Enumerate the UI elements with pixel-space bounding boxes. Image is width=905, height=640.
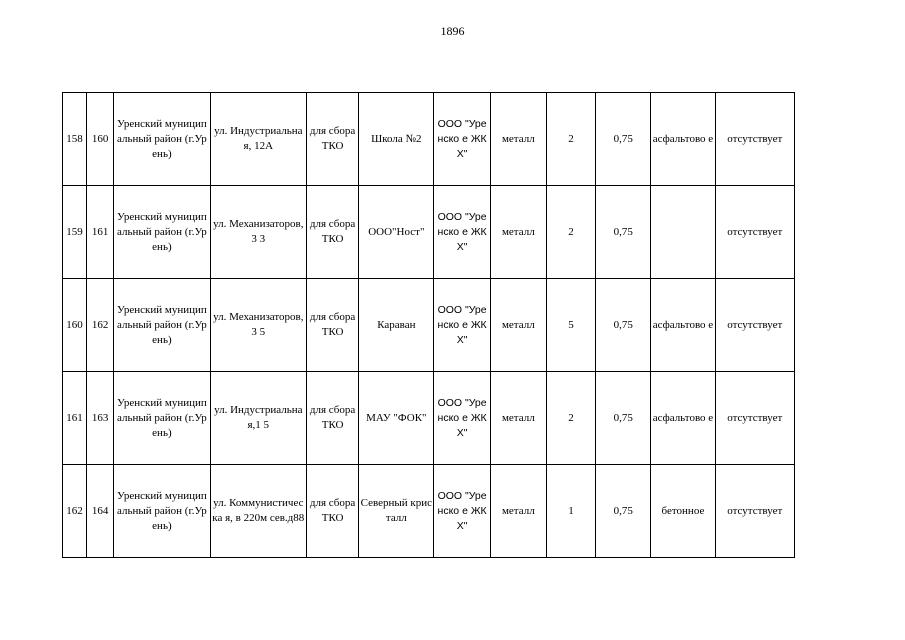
volume-cell: 0,75 bbox=[596, 93, 651, 186]
volume-cell: 0,75 bbox=[596, 465, 651, 558]
site-id-cell: 162 bbox=[87, 279, 114, 372]
site-id-cell: 160 bbox=[87, 93, 114, 186]
surface-cell: асфальтово е bbox=[651, 279, 715, 372]
owner-cell: Школа №2 bbox=[359, 93, 434, 186]
fence-cell: отсутствует bbox=[715, 465, 794, 558]
operator-cell: ООО "Уренско е ЖКХ" bbox=[434, 186, 490, 279]
row-number-cell: 160 bbox=[63, 279, 87, 372]
district-cell: Уренский муниципальный район (г.Урень) bbox=[114, 465, 210, 558]
material-cell: металл bbox=[490, 372, 546, 465]
owner-cell: ООО"Ност" bbox=[359, 186, 434, 279]
table-row bbox=[63, 279, 795, 372]
table-row bbox=[63, 186, 795, 279]
address-cell: ул. Механизаторов,3 5 bbox=[210, 279, 306, 372]
purpose-cell: для сбора ТКО bbox=[306, 93, 358, 186]
table-row bbox=[63, 372, 795, 465]
page-number: 1896 bbox=[440, 24, 465, 38]
surface-cell: асфальтово е bbox=[651, 93, 715, 186]
district-cell: Уренский муниципальный район (г.Урень) bbox=[114, 279, 210, 372]
operator-cell: ООО "Уренско е ЖКХ" bbox=[434, 93, 490, 186]
fence-cell: отсутствует bbox=[715, 93, 794, 186]
address-cell: ул. Индустриальная, 12А bbox=[210, 93, 306, 186]
material-cell: металл bbox=[490, 279, 546, 372]
row-number-cell: 158 bbox=[63, 93, 87, 186]
surface-cell bbox=[651, 186, 715, 279]
fence-cell: отсутствует bbox=[715, 186, 794, 279]
container-count-cell: 2 bbox=[546, 93, 595, 186]
site-id-cell: 164 bbox=[87, 465, 114, 558]
site-id-cell: 163 bbox=[87, 372, 114, 465]
fence-cell: отсутствует bbox=[715, 372, 794, 465]
operator-cell: ООО "Уренско е ЖКХ" bbox=[434, 465, 490, 558]
operator-cell: ООО "Уренско е ЖКХ" bbox=[434, 372, 490, 465]
table-row bbox=[63, 93, 795, 186]
material-cell: металл bbox=[490, 186, 546, 279]
volume-cell: 0,75 bbox=[596, 372, 651, 465]
address-cell: ул. Механизаторов,3 3 bbox=[210, 186, 306, 279]
district-cell: Уренский муниципальный район (г.Урень) bbox=[114, 186, 210, 279]
site-id-cell: 161 bbox=[87, 186, 114, 279]
purpose-cell: для сбора ТКО bbox=[306, 372, 358, 465]
purpose-cell: для сбора ТКО bbox=[306, 465, 358, 558]
material-cell: металл bbox=[490, 465, 546, 558]
purpose-cell: для сбора ТКО bbox=[306, 279, 358, 372]
container-count-cell: 1 bbox=[546, 465, 595, 558]
surface-cell: асфальтово е bbox=[651, 372, 715, 465]
purpose-cell: для сбора ТКО bbox=[306, 186, 358, 279]
owner-cell: Северный кристалл bbox=[359, 465, 434, 558]
table-row bbox=[63, 465, 795, 558]
row-number-cell: 161 bbox=[63, 372, 87, 465]
owner-cell: МАУ "ФОК" bbox=[359, 372, 434, 465]
row-number-cell: 162 bbox=[63, 465, 87, 558]
fence-cell: отсутствует bbox=[715, 279, 794, 372]
volume-cell: 0,75 bbox=[596, 279, 651, 372]
waste-sites-table bbox=[62, 92, 795, 558]
operator-cell: ООО "Уренско е ЖКХ" bbox=[434, 279, 490, 372]
container-count-cell: 2 bbox=[546, 186, 595, 279]
material-cell: металл bbox=[490, 93, 546, 186]
surface-cell: бетонное bbox=[651, 465, 715, 558]
district-cell: Уренский муниципальный район (г.Урень) bbox=[114, 372, 210, 465]
row-number-cell: 159 bbox=[63, 186, 87, 279]
owner-cell: Караван bbox=[359, 279, 434, 372]
address-cell: ул. Индустриальная,1 5 bbox=[210, 372, 306, 465]
container-count-cell: 5 bbox=[546, 279, 595, 372]
volume-cell: 0,75 bbox=[596, 186, 651, 279]
address-cell: ул. Коммунистическа я, в 220м сев.д88 bbox=[210, 465, 306, 558]
container-count-cell: 2 bbox=[546, 372, 595, 465]
district-cell: Уренский муниципальный район (г.Урень) bbox=[114, 93, 210, 186]
